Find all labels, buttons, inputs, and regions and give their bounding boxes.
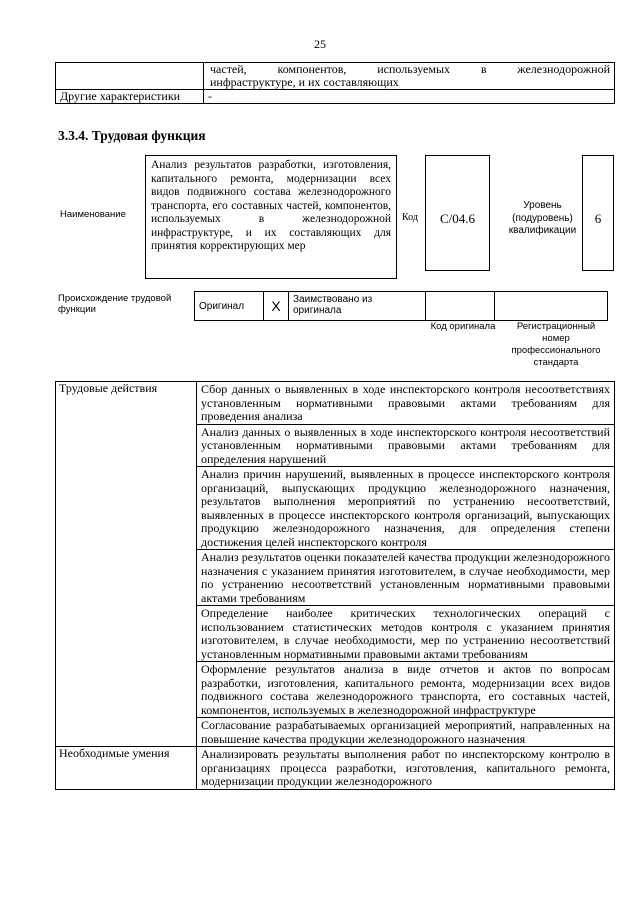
original-label: Оригинал: [195, 292, 264, 321]
function-name-text: Анализ результатов разработки, изготовления, капитального ремонта, модернизации всех видов подвижного состава железнодорожного транспорта, его составных частей, компонентов, используемых в железнодорожной инфраструктуре, и их составляющих для принятия корректирующих мер: [151, 159, 391, 252]
table-cell-empty: [56, 63, 204, 90]
text-line: инфраструктуре, и их составляющих: [210, 75, 399, 89]
origin-table: [194, 291, 608, 321]
borrowed-label: Заимствовано из оригинала: [289, 292, 426, 321]
level-label: Уровень (подуровень) квалификации: [508, 200, 577, 236]
table-row: [56, 382, 615, 425]
table-row-label: Другие характеристики: [56, 90, 204, 104]
table-row: [195, 292, 608, 321]
labor-action: Сбор данных о выявленных в ходе инспекторского контроля несоответствиях установленным нормативными правовыми актами требованиям для проведения анализа: [197, 382, 615, 425]
labor-action: Оформление результатов анализа в виде отчетов и актов по вопросам разработки, изготовления, капитального ремонта, модернизации всех видов подвижного состава железнодорожного транспорта, его составных частей, компонентов, используемых в железнодорожной инфраструктуре: [197, 662, 615, 718]
top-continuation-table: [55, 62, 615, 104]
labor-action: Анализ причин нарушений, выявленных в процессе инспекторского контроля организаций, выпускающих продукцию железнодорожного назначения, результатов выполнения мероприятий по устранению несоответствий, выявленных в процессе инспекторского контроля организаций, выпускающих продукцию железнодорожного назначения, для определения степени достижения целей инспекторского контроля: [197, 467, 615, 550]
function-name-box: [145, 155, 397, 279]
page-number: 25: [314, 37, 326, 51]
name-label: Наименование: [60, 209, 126, 220]
main-table: [55, 381, 615, 790]
section-heading: 3.3.4. Трудовая функция: [58, 128, 206, 143]
labor-actions-label: Трудовые действия: [56, 382, 197, 747]
table-row: [56, 90, 615, 104]
table-cell: -: [204, 90, 615, 104]
reg-number-label: Регистрационный номер профессионального стандарта: [511, 321, 601, 368]
code-original-label: Код оригинала: [430, 321, 496, 332]
table-row: [56, 747, 615, 790]
code-label: Код: [402, 212, 418, 223]
skill-item: Анализировать результаты выполнения работ по инспекторскому контролю в организациях процесса разработки, изготовления, капитального ремонта, модернизации продукции железнодорожного: [197, 747, 615, 790]
labor-action: Анализ данных о выявленных в ходе инспекторского контроля несоответствий установленным нормативными правовыми актами требованиям для определения нарушений: [197, 424, 615, 467]
skills-label: Необходимые умения: [56, 747, 197, 790]
labor-action: Согласование разрабатываемых организацией мероприятий, направленных на повышение качества продукции железнодорожного назначения: [197, 718, 615, 747]
table-row: [56, 63, 615, 90]
level-value: 6: [582, 155, 614, 271]
labor-action: Анализ результатов оценки показателей качества продукции железнодорожного назначения с указанием принятия изготовителем, в случае необходимости, мер по устранению несоответствий установленным нормативными правовыми актами требованиям: [197, 550, 615, 606]
origin-label: Происхождение трудовой функции: [58, 293, 172, 315]
text-line: частей, компонентов, используемых в железнодорожной: [210, 62, 610, 76]
original-mark: X: [264, 292, 289, 321]
table-cell: [204, 63, 615, 90]
reg-number-cell: [495, 292, 608, 321]
code-original-cell: [426, 292, 495, 321]
code-value: C/04.6: [425, 155, 490, 271]
labor-action: Определение наиболее критических технологических операций с использованием статистических методов контроля с указанием принятия изготовителем, в случае необходимости, мер по устранению несоответствий установленным нормативными правовыми актами требованиям: [197, 606, 615, 662]
